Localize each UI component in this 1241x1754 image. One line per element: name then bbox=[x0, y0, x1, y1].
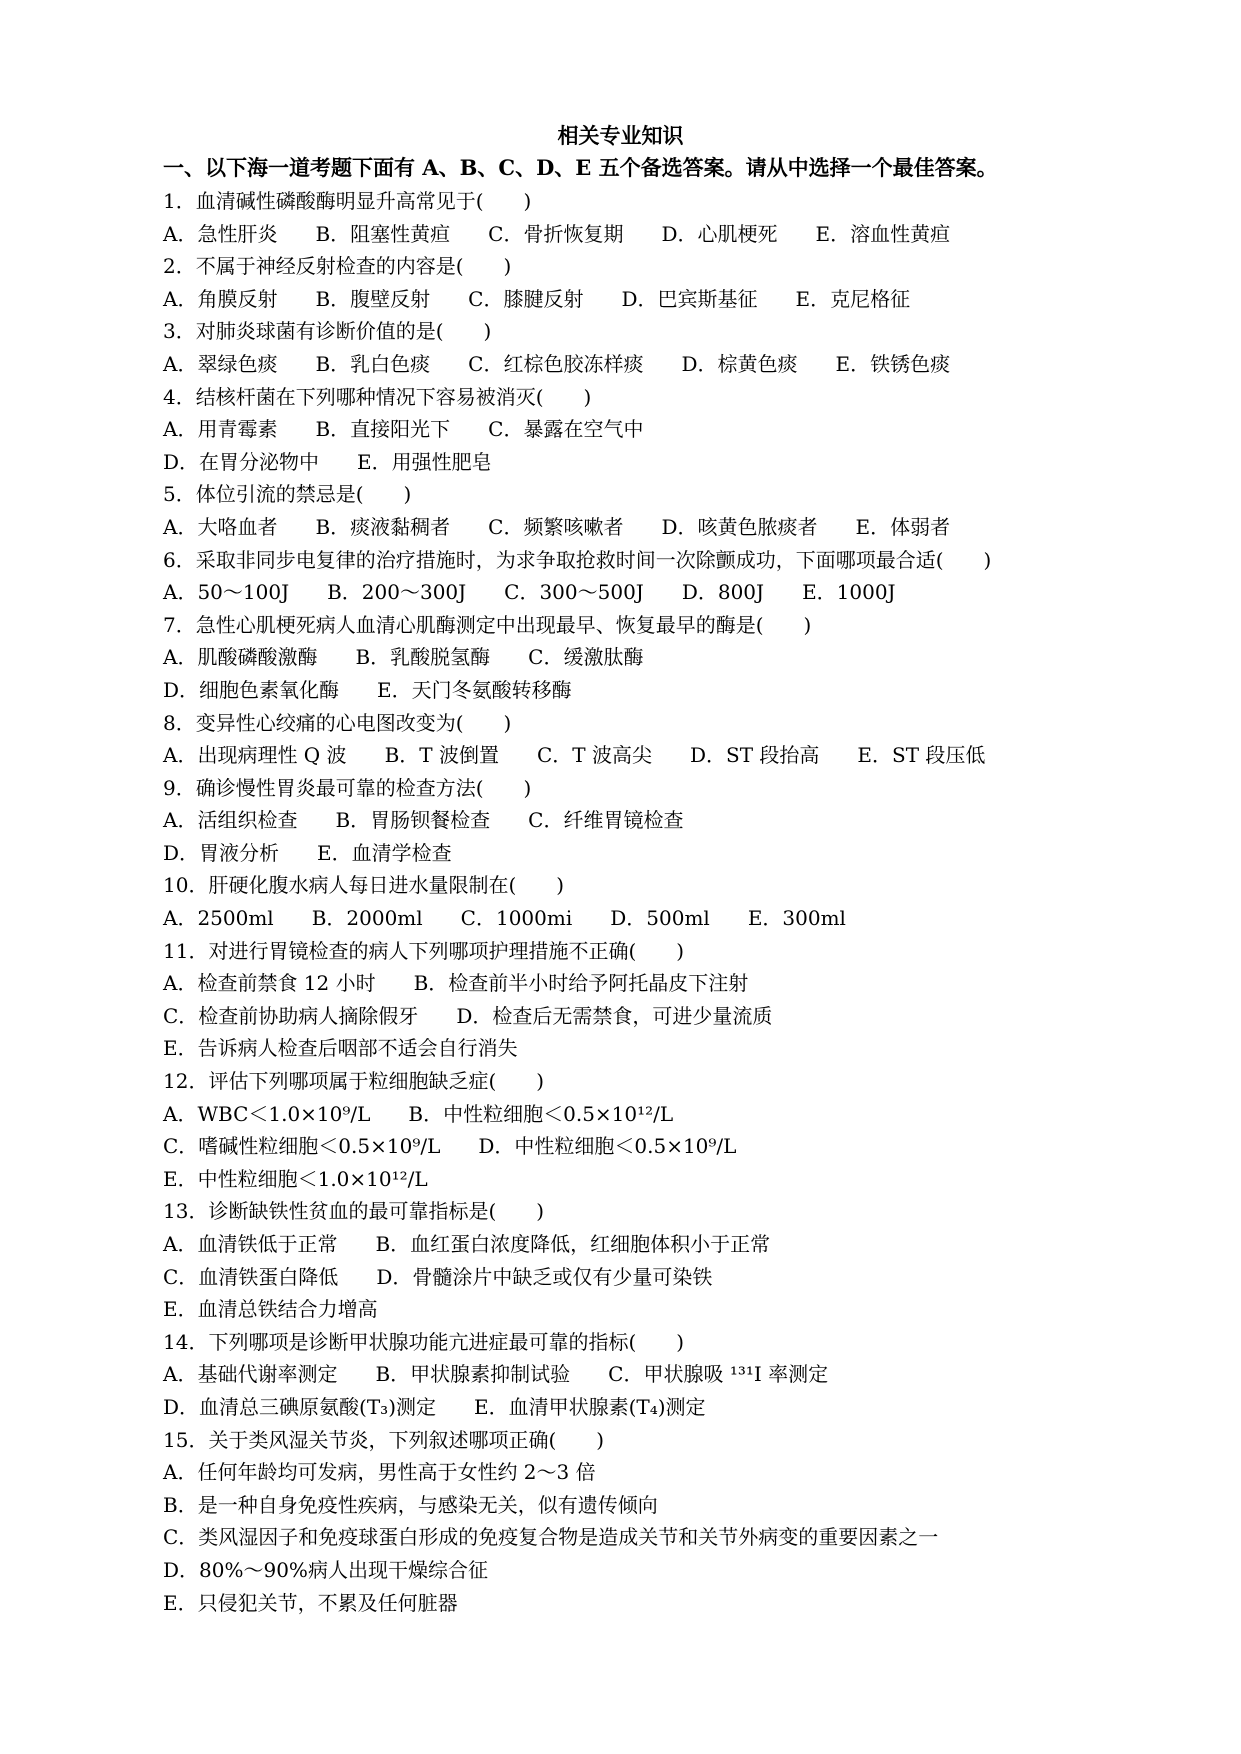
answer-option: E．1000J bbox=[802, 580, 896, 605]
question-stem: 13．诊断缺铁性贫血的最可靠指标是( ) bbox=[163, 1199, 545, 1224]
answer-option: C．骨折恢复期 bbox=[488, 221, 624, 246]
answer-option: E．用强性肥皂 bbox=[357, 449, 492, 474]
question-12 bbox=[163, 1065, 1163, 1195]
answer-option: E．300ml bbox=[747, 906, 846, 931]
answer-option: B．乳白色痰 bbox=[315, 351, 431, 376]
answer-option: A．肌酸磷酸激酶 bbox=[163, 645, 318, 670]
answer-option: C．1000mi bbox=[460, 906, 573, 931]
answer-option: E．中性粒细胞＜1.0×10¹²/L bbox=[163, 1166, 428, 1191]
question-stem: 15．关于类风湿关节炎，下列叙述哪项正确( ) bbox=[163, 1427, 605, 1452]
option-line bbox=[163, 739, 1163, 772]
answer-option: A．任何年龄均可发病，男性高于女性约 2～3 倍 bbox=[163, 1460, 596, 1485]
option-line bbox=[163, 1261, 1163, 1294]
question-15 bbox=[163, 1424, 1163, 1620]
answer-option: C．红棕色胶冻样痰 bbox=[468, 351, 644, 376]
answer-option: C．甲状腺吸 ¹³¹I 率测定 bbox=[608, 1362, 829, 1387]
question-stem: 7．急性心肌梗死病人血清心肌酶测定中出现最早、恢复最早的酶是( ) bbox=[163, 612, 812, 637]
answer-option: B．血红蛋白浓度降低，红细胞体积小于正常 bbox=[375, 1232, 771, 1256]
option-line bbox=[163, 1228, 1163, 1261]
answer-option: E．血清总铁结合力增高 bbox=[163, 1297, 378, 1322]
option-line bbox=[163, 511, 1163, 544]
question-5 bbox=[163, 478, 1163, 543]
option-line bbox=[163, 1098, 1163, 1131]
answer-option: B．乳酸脱氢酶 bbox=[355, 645, 491, 670]
answer-option: E．铁锈色痰 bbox=[835, 351, 951, 376]
answer-option: E．ST 段压低 bbox=[857, 743, 986, 768]
option-line bbox=[163, 1521, 1163, 1554]
option-line bbox=[163, 576, 1163, 609]
answer-option: C．频繁咳嗽者 bbox=[488, 514, 624, 539]
answer-option: C．纤维胃镜检查 bbox=[528, 808, 684, 833]
answer-option: C．300～500J bbox=[504, 580, 644, 605]
option-line bbox=[163, 1391, 1163, 1424]
answer-option: A．角膜反射 bbox=[163, 286, 278, 311]
answer-option: D．咳黄色脓痰者 bbox=[661, 514, 818, 539]
answer-option: E．血清学检查 bbox=[317, 840, 452, 865]
option-line bbox=[163, 1554, 1163, 1587]
answer-option: D．ST 段抬高 bbox=[689, 743, 820, 768]
page-title: 相关专业知识 bbox=[557, 123, 684, 148]
question-6 bbox=[163, 544, 1163, 609]
question-stem: 9．确诊慢性胃炎最可靠的检查方法( ) bbox=[163, 775, 532, 800]
answer-option: B．胃肠钡餐检查 bbox=[335, 808, 491, 833]
answer-option: D．800J bbox=[681, 580, 765, 605]
answer-option: D．骨髓涂片中缺乏或仅有少量可染铁 bbox=[376, 1264, 713, 1289]
answer-option: D．血清总三碘原氨酸(T₃)测定 bbox=[163, 1394, 436, 1419]
question-3 bbox=[163, 315, 1163, 380]
option-line bbox=[163, 1587, 1163, 1620]
answer-option: C．膝腱反射 bbox=[468, 286, 584, 311]
answer-option: E．血清甲状腺素(T₄)测定 bbox=[474, 1394, 706, 1419]
option-line bbox=[163, 348, 1163, 381]
answer-option: B．阻塞性黄疸 bbox=[315, 221, 451, 246]
question-stem: 10．肝硬化腹水病人每日进水量限制在( ) bbox=[163, 873, 565, 898]
question-stem: 4．结核杆菌在下列哪种情况下容易被消灭( ) bbox=[163, 384, 592, 409]
question-10 bbox=[163, 869, 1163, 934]
question-stem: 6．采取非同步电复律的治疗措施时，为求争取抢救时间一次除颤成功，下面哪项最合适( ) bbox=[163, 547, 992, 572]
answer-option: A．2500ml bbox=[163, 906, 274, 931]
answer-option: B．中性粒细胞＜0.5×10¹²/L bbox=[408, 1101, 674, 1126]
option-line bbox=[163, 218, 1163, 251]
answer-option: A．活组织检查 bbox=[163, 808, 298, 833]
answer-option: E．告诉病人检查后咽部不适会自行消失 bbox=[163, 1036, 518, 1061]
answer-option: C．检查前协助病人摘除假牙 bbox=[163, 1003, 419, 1028]
option-line bbox=[163, 446, 1163, 479]
answer-option: A．WBC＜1.0×10⁹/L bbox=[163, 1101, 371, 1126]
answer-option: E．天门冬氨酸转移酶 bbox=[377, 677, 572, 702]
answer-option: E．只侵犯关节，不累及任何脏器 bbox=[163, 1590, 458, 1615]
question-stem: 14．下列哪项是诊断甲状腺功能亢进症最可靠的指标( ) bbox=[163, 1329, 685, 1354]
answer-option: A．用青霉素 bbox=[163, 417, 278, 442]
option-line bbox=[163, 413, 1163, 446]
answer-option: C．T 波高尖 bbox=[536, 743, 652, 768]
question-list bbox=[163, 185, 1163, 1619]
answer-option: D．细胞色素氧化酶 bbox=[163, 677, 340, 702]
question-2 bbox=[163, 250, 1163, 315]
answer-option: E．溶血性黄疸 bbox=[815, 221, 951, 246]
option-line bbox=[163, 1130, 1163, 1163]
answer-option: A．大咯血者 bbox=[163, 514, 278, 539]
answer-option: A．急性肝炎 bbox=[163, 221, 278, 246]
option-line bbox=[163, 837, 1163, 870]
question-13 bbox=[163, 1195, 1163, 1325]
option-line bbox=[163, 641, 1163, 674]
answer-option: B．痰液黏稠者 bbox=[315, 514, 451, 539]
answer-option: C．血清铁蛋白降低 bbox=[163, 1264, 339, 1289]
question-1 bbox=[163, 185, 1163, 250]
question-11 bbox=[163, 935, 1163, 1065]
question-stem: 2．不属于神经反射检查的内容是( ) bbox=[163, 254, 512, 279]
answer-option: B．是一种自身免疫性疾病，与感染无关，似有遗传倾向 bbox=[163, 1492, 658, 1517]
answer-option: B．2000ml bbox=[311, 906, 423, 931]
question-stem: 1．血清碱性磷酸酶明显升高常见于( ) bbox=[163, 189, 532, 213]
question-8 bbox=[163, 707, 1163, 772]
answer-option: B．甲状腺素抑制试验 bbox=[375, 1362, 571, 1387]
answer-option: D．在胃分泌物中 bbox=[163, 449, 320, 474]
option-line bbox=[163, 1032, 1163, 1065]
answer-option: D．胃液分析 bbox=[163, 840, 280, 865]
section-instructions: 一、以下海一道考题下面有 A、B、C、D、E 五个备选答案。请从中选择一个最佳答案。 bbox=[163, 155, 998, 180]
question-14 bbox=[163, 1326, 1163, 1424]
option-line bbox=[163, 674, 1163, 707]
answer-option: C．缓激肽酶 bbox=[528, 645, 644, 670]
option-line bbox=[163, 967, 1163, 1000]
answer-option: B．腹壁反射 bbox=[315, 286, 431, 311]
question-7 bbox=[163, 609, 1163, 707]
option-line bbox=[163, 1456, 1163, 1489]
answer-option: A．检查前禁食 12 小时 bbox=[163, 971, 376, 996]
question-stem: 11．对进行胃镜检查的病人下列哪项护理措施不正确( ) bbox=[163, 938, 685, 963]
question-9 bbox=[163, 772, 1163, 870]
option-line bbox=[163, 283, 1163, 316]
answer-option: D．500ml bbox=[610, 906, 710, 931]
answer-option: C．暴露在空气中 bbox=[488, 417, 644, 442]
option-line bbox=[163, 902, 1163, 935]
question-stem: 8．变异性心绞痛的心电图改变为( ) bbox=[163, 710, 512, 735]
answer-option: D．巴宾斯基征 bbox=[621, 286, 758, 311]
answer-option: D．心肌梗死 bbox=[661, 221, 778, 246]
question-stem: 12．评估下列哪项属于粒细胞缺乏症( ) bbox=[163, 1069, 545, 1094]
option-line bbox=[163, 1293, 1163, 1326]
question-stem: 5．体位引流的禁忌是( ) bbox=[163, 482, 412, 507]
answer-option: A．50～100J bbox=[163, 580, 290, 605]
answer-option: D．检查后无需禁食，可进少量流质 bbox=[456, 1003, 773, 1028]
option-line bbox=[163, 804, 1163, 837]
answer-option: C．类风湿因子和免疫球蛋白形成的免疫复合物是造成关节和关节外病变的重要因素之一 bbox=[163, 1525, 939, 1550]
answer-option: A．出现病理性 Q 波 bbox=[163, 743, 347, 768]
question-4 bbox=[163, 381, 1163, 479]
answer-option: A．翠绿色痰 bbox=[163, 351, 278, 376]
answer-option: D．棕黄色痰 bbox=[681, 351, 798, 376]
option-line bbox=[163, 1489, 1163, 1522]
answer-option: B．检查前半小时给予阿托晶皮下注射 bbox=[413, 971, 749, 996]
answer-option: B．200～300J bbox=[327, 580, 467, 605]
answer-option: B．直接阳光下 bbox=[315, 417, 451, 442]
answer-option: B．T 波倒置 bbox=[384, 743, 499, 768]
option-line bbox=[163, 1358, 1163, 1391]
answer-option: D．中性粒细胞＜0.5×10⁹/L bbox=[478, 1134, 737, 1159]
option-line bbox=[163, 1000, 1163, 1033]
question-stem: 3．对肺炎球菌有诊断价值的是( ) bbox=[163, 319, 492, 344]
answer-option: A．血清铁低于正常 bbox=[163, 1232, 338, 1256]
answer-option: A．基础代谢率测定 bbox=[163, 1362, 338, 1387]
option-line bbox=[163, 1163, 1163, 1196]
answer-option: D．80%～90%病人出现干燥综合征 bbox=[163, 1557, 488, 1582]
answer-option: E．体弱者 bbox=[855, 514, 951, 539]
answer-option: C．嗜碱性粒细胞＜0.5×10⁹/L bbox=[163, 1134, 441, 1159]
answer-option: E．克尼格征 bbox=[795, 286, 911, 311]
